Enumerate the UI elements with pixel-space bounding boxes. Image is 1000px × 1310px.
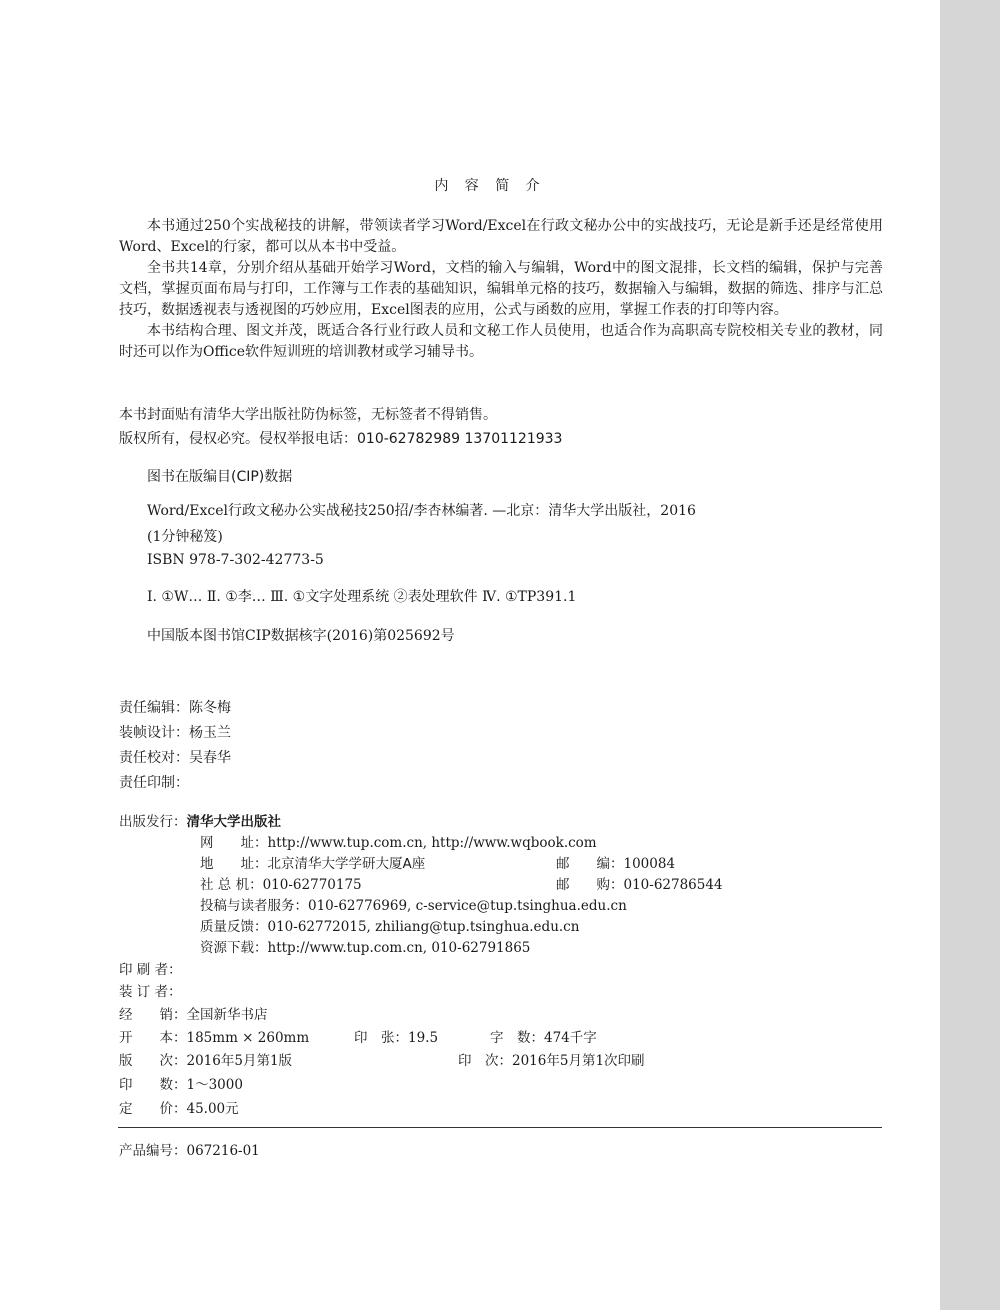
download-value: http://www.tup.com.cn, 010-62791865 [267, 940, 531, 956]
edition-label: 版 次： [119, 1053, 187, 1069]
credit-value: 吴春华 [189, 750, 231, 766]
cip-heading: 图书在版编目(CIP)数据 [147, 469, 293, 485]
credit-value: 杨玉兰 [189, 725, 231, 741]
impression-value: 2016年5月第1次印刷 [512, 1053, 645, 1069]
edition-value: 2016年5月第1版 [186, 1053, 293, 1069]
format-value: 185mm × 260mm [186, 1030, 310, 1046]
sheets-label: 印 张： [354, 1030, 408, 1046]
credit-label: 责任编辑： [119, 700, 189, 716]
impression-label: 印 次： [458, 1053, 512, 1069]
feedback-value: 010-62772015, zhiliang@tup.tsinghua.edu.cn [267, 919, 580, 935]
print-run-row [119, 1073, 243, 1093]
price-label: 定 价： [119, 1101, 187, 1117]
credit-editor [119, 697, 231, 717]
binder-label: 装 订 者： [119, 984, 182, 1000]
cip-isbn: ISBN 978-7-302-42773-5 [147, 552, 324, 568]
address-label: 地 址： [200, 856, 268, 872]
publisher-row [119, 810, 281, 830]
address-value: 北京清华大学学研大厦A座 [267, 856, 426, 872]
download-label: 资源下载： [200, 940, 268, 956]
words-row [490, 1026, 597, 1046]
printer-label: 印 刷 者： [119, 962, 182, 978]
feedback-label: 质量反馈： [200, 919, 268, 935]
print-run-value: 1～3000 [186, 1077, 243, 1093]
credit-print-supervisor [119, 772, 189, 792]
postcode-value: 100084 [623, 856, 676, 872]
mail-order-value: 010-62786544 [623, 877, 723, 893]
copyright-notice: 版权所有，侵权必究。侵权举报电话：010-62782989 13701121933 [119, 431, 563, 447]
service-label: 投稿与读者服务： [200, 898, 308, 914]
credit-value: 陈冬梅 [189, 700, 231, 716]
format-label: 开 本： [119, 1030, 187, 1046]
mail-order-label: 邮 购： [556, 877, 624, 893]
anti-counterfeit-notice: 本书封面贴有清华大学出版社防伪标签，无标签者不得销售。 [119, 407, 497, 423]
publisher-label: 出版发行： [119, 814, 187, 830]
service-value: 010-62776969, c-service@tup.tsinghua.edu.cn [308, 898, 627, 914]
words-label: 字 数： [490, 1030, 544, 1046]
sheets-row [354, 1026, 438, 1046]
postcode-label: 邮 编： [556, 856, 624, 872]
intro-paragraph: 全书共14章，分别介绍从基础开始学习Word，文档的输入与编辑，Word中的图文混排，长文档的编辑，保护与完善文档，掌握页面布局与打印，工作簿与工作表的基础知识，编辑单元格的技巧，数据输入与编辑，数据的筛选、排序与汇总技巧，数据透视表与透视图的巧妙应用，Excel图表的应用，公式与函数的应用，掌握工作表的打印等内容。 [119, 260, 883, 318]
credit-designer [119, 722, 231, 742]
binder-row [119, 980, 182, 1000]
credit-proofreader [119, 747, 231, 767]
product-code: 产品编号：067216-01 [119, 1143, 260, 1159]
credit-label: 装帧设计： [119, 725, 189, 741]
format-row [119, 1026, 309, 1046]
switchboard-label: 社 总 机： [200, 877, 263, 893]
credit-label: 责任印制： [119, 775, 189, 791]
address-row [200, 852, 425, 872]
mail-order-row [556, 873, 723, 893]
page-margin-strip [940, 0, 1000, 1310]
download-row [200, 936, 530, 956]
distributor-label: 经 销： [119, 1007, 187, 1023]
cip-series: (1分钟秘笈) [147, 529, 223, 545]
switchboard-row [200, 873, 362, 893]
credit-label: 责任校对： [119, 750, 189, 766]
intro-section [119, 216, 883, 363]
edition-row [119, 1049, 292, 1069]
distributor-row [119, 1003, 268, 1023]
website-value: http://www.tup.com.cn, http://www.wqbook.com [267, 835, 597, 851]
postcode-row [556, 852, 675, 872]
website-row [200, 831, 597, 851]
divider-line [118, 1127, 882, 1128]
cip-entry: Word/Excel行政文秘办公实战秘技250招/李杏林编著. —北京：清华大学出版社，2016 [147, 503, 696, 519]
service-row [200, 894, 627, 914]
words-value: 474千字 [544, 1030, 597, 1046]
print-run-label: 印 数： [119, 1077, 187, 1093]
intro-paragraph: 本书通过250个实战秘技的讲解，带领读者学习Word/Excel在行政文秘办公中的实战技巧，无论是新手还是经常使用Word、Excel的行家，都可以从本书中受益。 [119, 218, 883, 255]
switchboard-value: 010-62770175 [262, 877, 362, 893]
cip-classification: Ⅰ. ①W… Ⅱ. ①李… Ⅲ. ①文字处理系统 ②表处理软件 Ⅳ. ①TP391.1 [147, 589, 577, 605]
impression-row [458, 1049, 645, 1069]
cip-record-number: 中国版本图书馆CIP数据核字(2016)第025692号 [147, 628, 455, 644]
sheets-value: 19.5 [408, 1030, 439, 1046]
intro-paragraph: 本书结构合理、图文并茂，既适合各行业行政人员和文秘工作人员使用，也适合作为高职高专院校相关专业的教材，同时还可以作为Office软件短训班的培训教材或学习辅导书。 [119, 323, 883, 360]
price-value: 45.00元 [186, 1101, 239, 1117]
price-row [119, 1097, 239, 1117]
publisher-name: 清华大学出版社 [186, 814, 281, 830]
website-label: 网 址： [200, 835, 268, 851]
printer-row [119, 958, 182, 978]
feedback-row [200, 915, 579, 935]
distributor-value: 全国新华书店 [186, 1007, 268, 1023]
page-title: 内 容 简 介 [434, 178, 546, 194]
